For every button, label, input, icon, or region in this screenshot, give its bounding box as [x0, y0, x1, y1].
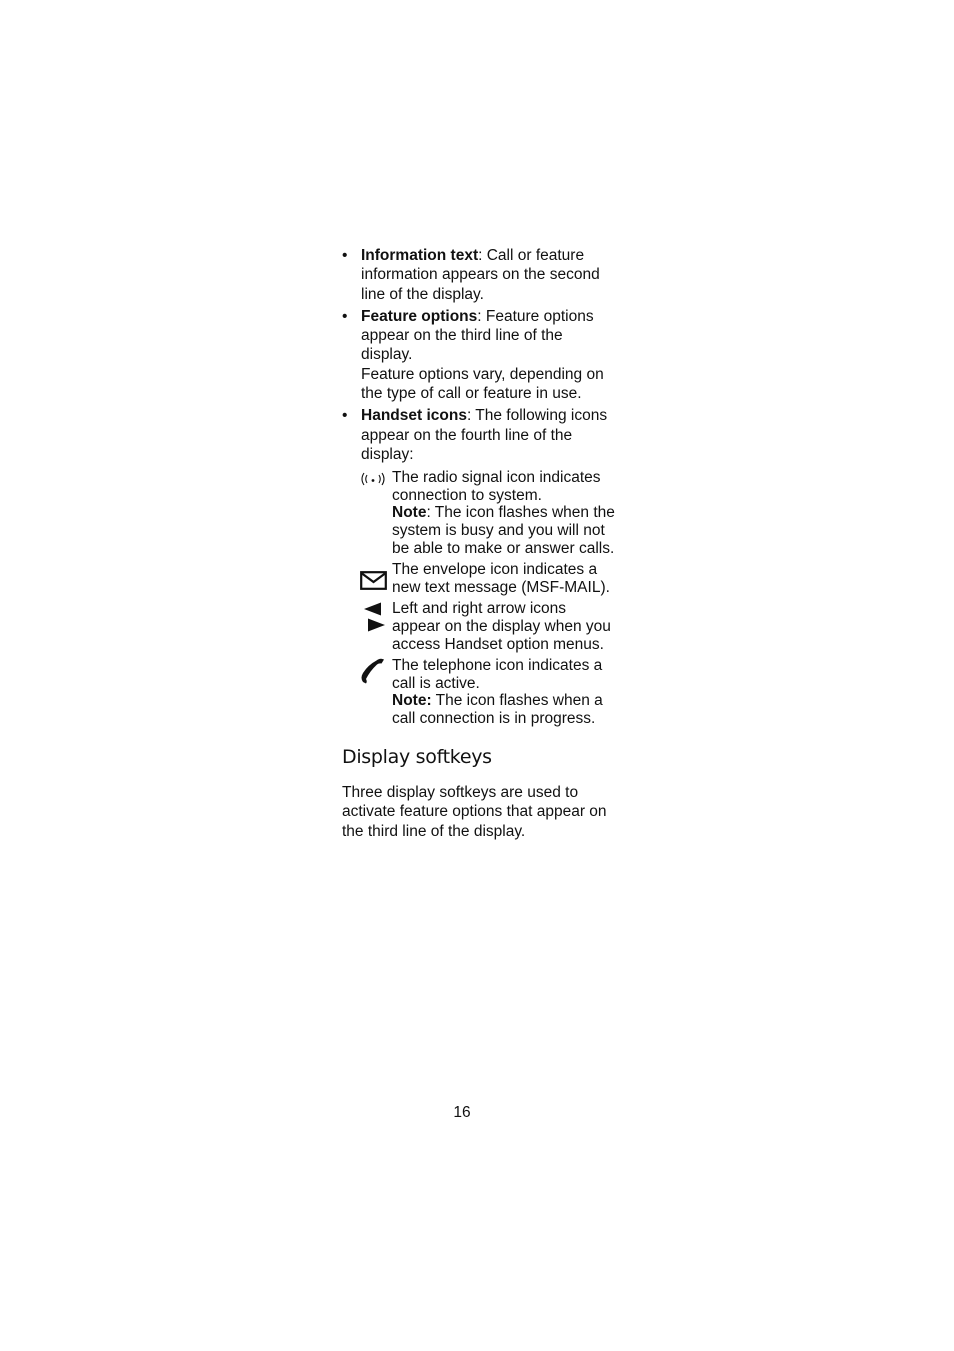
- note-label: Note: [392, 504, 427, 522]
- bullet-text: : Feature options appear on the third line of the display.: [361, 307, 594, 364]
- icon-row-arrows: [342, 600, 617, 653]
- left-right-arrow-icons: [360, 601, 386, 638]
- icon-row-telephone: [342, 657, 617, 727]
- page-number: 16: [453, 1104, 471, 1121]
- bullet-dot: •: [342, 407, 348, 425]
- section-heading: Display softkeys: [342, 745, 492, 768]
- bullet-dot: •: [342, 307, 348, 325]
- bullet-term: Feature options: [361, 307, 478, 325]
- bullet-dot: •: [342, 247, 348, 264]
- bullet-information-text: [342, 246, 617, 304]
- bullet-text: : Call or feature information appears on the second line of the display.: [361, 247, 600, 303]
- bullet-feature-options: [342, 307, 617, 403]
- radio-signal-icon: [360, 471, 388, 492]
- note-text: : The icon flashes when the system is busy and you will not be able to make or answer calls.: [392, 504, 615, 557]
- right-arrow-icon: [368, 619, 385, 632]
- left-arrow-icon: [364, 603, 381, 616]
- telephone-icon: [360, 657, 386, 690]
- icon-row-envelope: [342, 561, 617, 596]
- section-paragraph: Three display softkeys are used to activate feature options that appear on the third line of the display.: [342, 783, 607, 840]
- note-text: The icon flashes when a call connection is in progress.: [392, 692, 603, 727]
- icon-description: The envelope icon indicates a new text message (MSF-MAIL).: [392, 561, 610, 596]
- icon-row-radio-signal: [342, 469, 617, 557]
- icon-description: The telephone icon indicates a call is active.: [392, 657, 603, 692]
- envelope-icon: [360, 571, 387, 595]
- bullet-handset-icons: [342, 406, 617, 464]
- icon-description: Left and right arrow icons appear on the display when you access Handset option menus.: [392, 600, 611, 653]
- main-column: [342, 246, 617, 841]
- bullet-extra: Feature options vary, depending on the type of call or feature in use.: [361, 365, 604, 403]
- bullet-text: : The following icons appear on the fourth line of the display:: [361, 407, 608, 463]
- icon-description: The radio signal icon indicates connection to system.: [392, 469, 601, 504]
- bullet-term: Handset icons: [361, 407, 467, 425]
- note-label: Note:: [392, 692, 432, 710]
- bullet-term: Information text: [361, 247, 479, 264]
